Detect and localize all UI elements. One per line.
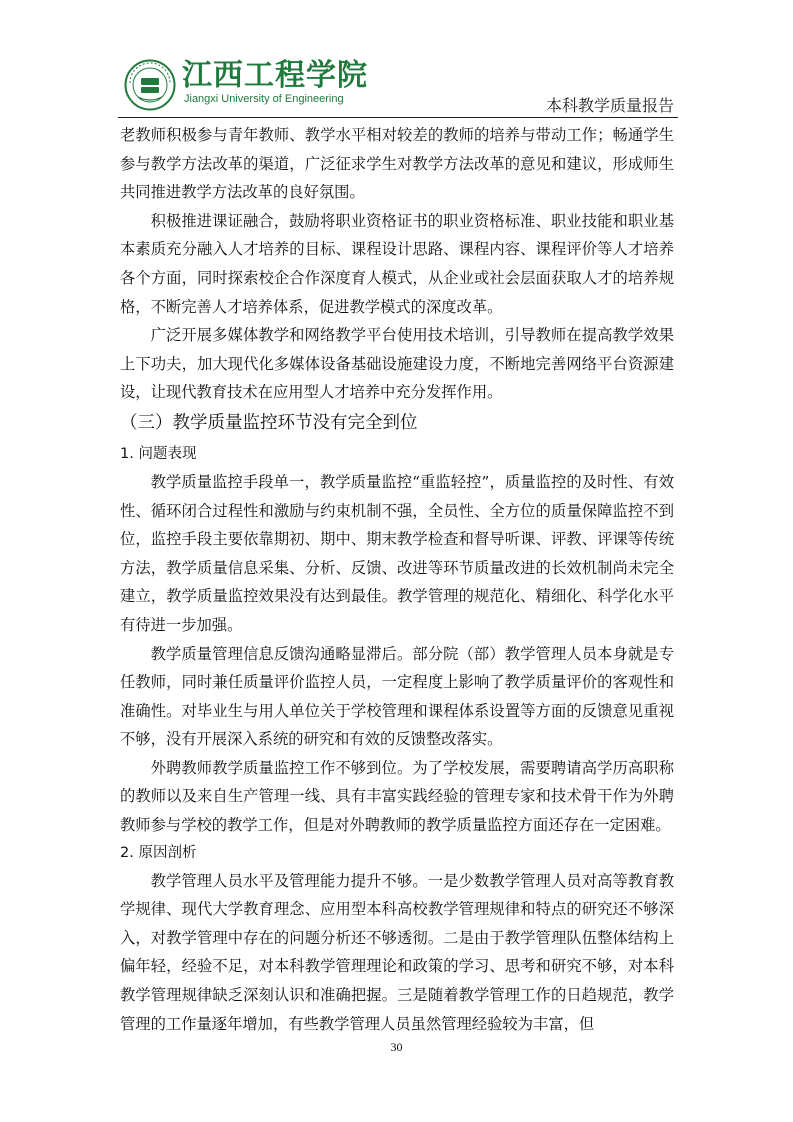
subheading-problems: 1. 问题表现 — [120, 445, 197, 462]
paragraph-6: 外聘教师教学质量监控工作不够到位。为了学校发展，需要聘请高学历高职称的教师以及来自生产管理一线、具有丰富实践经验的管理专家和技术骨干作为外聘教师参与学校的教学工作，但是对外聘教师的教学质量监控方面还存在一定困难。 — [120, 758, 674, 835]
university-seal-logo — [124, 59, 176, 111]
paragraph-1: 老教师积极参与青年教师、教学水平相对较差的教师的培养与带动工作；畅通学生参与教学方法改革的渠道，广泛征求学生对教学方法改革的意见和建议，形成师生共同推进教学方法改革的良好氛围。 — [120, 126, 674, 202]
paragraph-4: 教学质量监控手段单一，教学质量监控“重监轻控”，质量监控的及时性、有效性、循环闭合过程性和激励与约束机制不强，全员性、全方位的质量保障监控不到位，监控手段主要依靠期初、期中、期末教学检查和督导听课、评教、评课等传统方法，教学质量信息采集、分析、反馈、改进等环节质量改进的长效机制尚未完全建立，教学质量监控效果没有达到最佳。教学管理的规范化、精细化、科学化水平有待进一步加强。 — [120, 472, 674, 634]
report-title: 本科教学质量报告 — [545, 96, 674, 115]
paragraph-5: 教学质量管理信息反馈沟通略显滞后。部分院（部）教学管理人员本身就是专任教师，同时兼任质量评价监控人员，一定程度上影响了教学质量评价的客观性和准确性。对毕业生与用人单位关于学校管理和课程体系设置等方面的反馈意见重视不够，没有开展深入系统的研究和有效的反馈整改落实。 — [120, 644, 674, 749]
document-body — [120, 121, 674, 1038]
page-number: 30 — [390, 1040, 403, 1054]
university-name-en: Jiangxi University of Engineering — [184, 93, 344, 105]
subheading-causes: 2. 原因剖析 — [120, 844, 197, 861]
paragraph-2: 积极推进课证融合，鼓励将职业资格证书的职业资格标准、职业技能和职业基本素质充分融入人才培养的目标、课程设计思路、课程内容、课程评价等人才培养各个方面，同时探索校企合作深度育人模式，从企业或社会层面获取人才的培养规格，不断完善人才培养体系，促进教学模式的深度改革。 — [120, 211, 674, 316]
university-name-cn: 江西工程学院 — [182, 58, 368, 93]
paragraph-3: 广泛开展多媒体教学和网络教学平台使用技术培训，引导教师在提高教学效果上下功夫，加大现代化多媒体设备基础设施建设力度，不断地完善网络平台资源建设，让现代教育技术在应用型人才培养中充分发挥作用。 — [120, 326, 674, 402]
page-header — [118, 55, 678, 118]
paragraph-7: 教学管理人员水平及管理能力提升不够。一是少数教学管理人员对高等教育教学规律、现代大学教育理念、应用型本科高校教学管理规律和特点的研究还不够深入，对教学管理中存在的问题分析还不够透彻。二是由于教学管理队伍整体结构上偏年轻，经验不足，对本科教学管理理论和政策的学习、思考和研究不够，对本科教学管理规律缺乏深刻认识和准确把握。三是随着教学管理工作的日趋规范，教学管理的工作量逐年增加，有些教学管理人员虽然管理经验较为丰富，但 — [120, 871, 674, 1033]
header-divider — [118, 117, 678, 118]
section-heading: （三）教学质量监控环节没有完全到位 — [120, 412, 418, 433]
